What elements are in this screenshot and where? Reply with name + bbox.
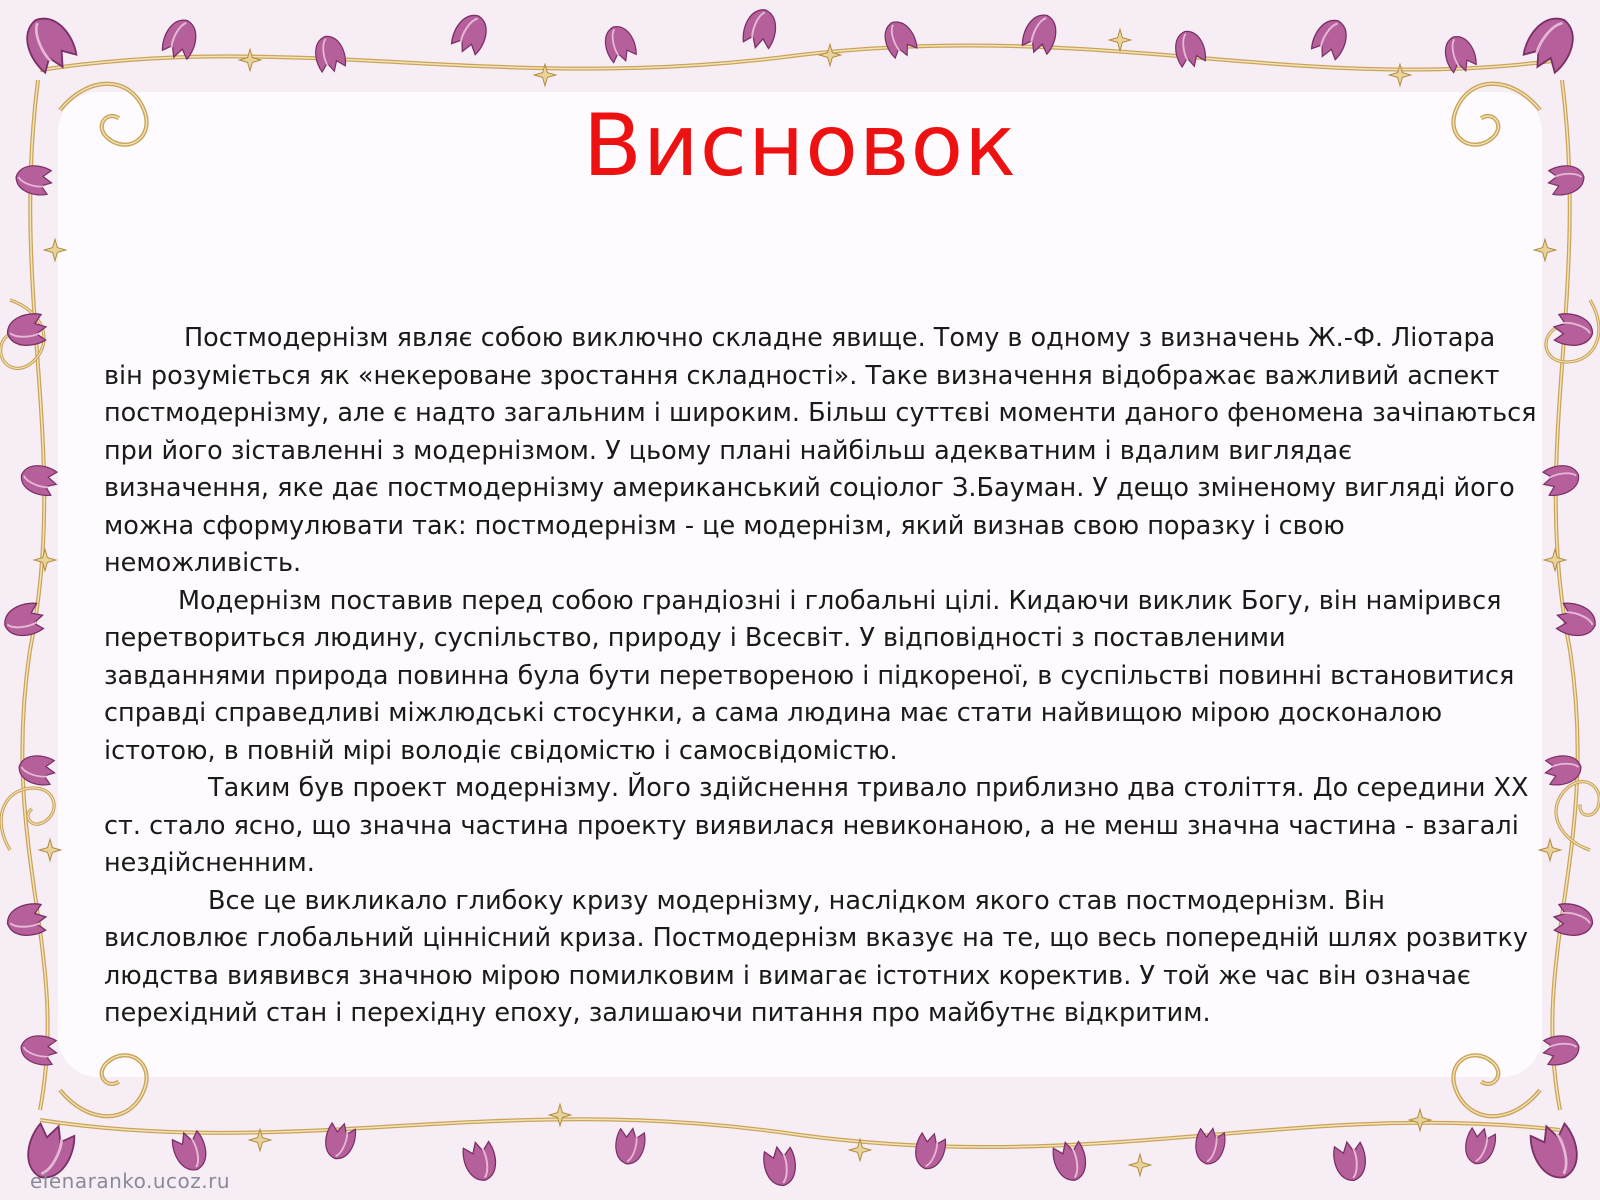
p1-line-6: можна сформулювати так: постмодернізм - це модернізм, який визнав свою поразку і свою (104, 510, 1345, 541)
p1-line-2: він розуміється як «некероване зростання складності». Таке визначення відображає важливий аспект (104, 360, 1500, 391)
watermark-text: elenaranko.ucoz.ru (30, 1169, 231, 1193)
p1-line-4: при його зіставленні з модернізмом. У цьому плані найбільш адекватним і вдалим виглядає (104, 435, 1353, 466)
p3-line-1: Таким був проект модернізму. Його здійснення тривало приблизно два століття. До середини XX (208, 773, 1529, 803)
slide-title: Висновок (582, 96, 1018, 196)
p4-line-2: висловлює глобальний ціннісний криза. Постмодернізм вказує на те, що весь попередній шлях розвитку (104, 923, 1528, 953)
p4-line-1: Все це викликало глибоку кризу модернізму, наслідком якого став постмодернізм. Він (208, 885, 1385, 916)
p2-line-2: перетвориться людину, суспільство, природу і Всесвіт. У відповідності з поставленими (104, 623, 1286, 653)
p1-line-3: постмодернізму, але є надто загальним і широким. Більш суттєві моменти даного феномена зачіпаються (104, 398, 1537, 428)
p2-line-3: завданнями природа повинна була бути перетвореною і підкореної, в суспільстві повинні встановитися (104, 660, 1515, 691)
p1-line-5: визначення, яке дає постмодернізму американський соціолог З.Бауман. У дещо зміненому вигляді його (104, 473, 1515, 503)
p4-line-3: людства виявився значною мірою помилковим і вимагає істотних коректив. У той же час він означає (104, 960, 1471, 991)
p3-line-3: нездійсненним. (104, 848, 315, 878)
p3-line-2: ст. стало ясно, що значна частина проекту виявилася невиконаною, а не менш значна частина - взагалі (104, 810, 1519, 841)
p2-line-4: справді справедливі міжлюдські стосунки, а сама людина має стати найвищою мірою досконалою (104, 698, 1443, 728)
p2-line-5: істотою, в повній мірі володіє свідомістю і самосвідомістю. (104, 735, 898, 766)
p2-line-1: Модернізм поставив перед собою грандіозні і глобальні цілі. Кидаючи виклик Богу, він намірився (178, 585, 1502, 616)
p1-line-7: неможливість. (104, 548, 302, 578)
p1-line-1: Постмодернізм являє собою виключно складне явище. Тому в одному з визначень Ж.-Ф. Ліотара (184, 323, 1496, 353)
p4-line-4: перехідний стан і перехідну епоху, залишаючи питання про майбутнє відкритим. (104, 998, 1211, 1028)
body-text (104, 320, 1537, 1033)
